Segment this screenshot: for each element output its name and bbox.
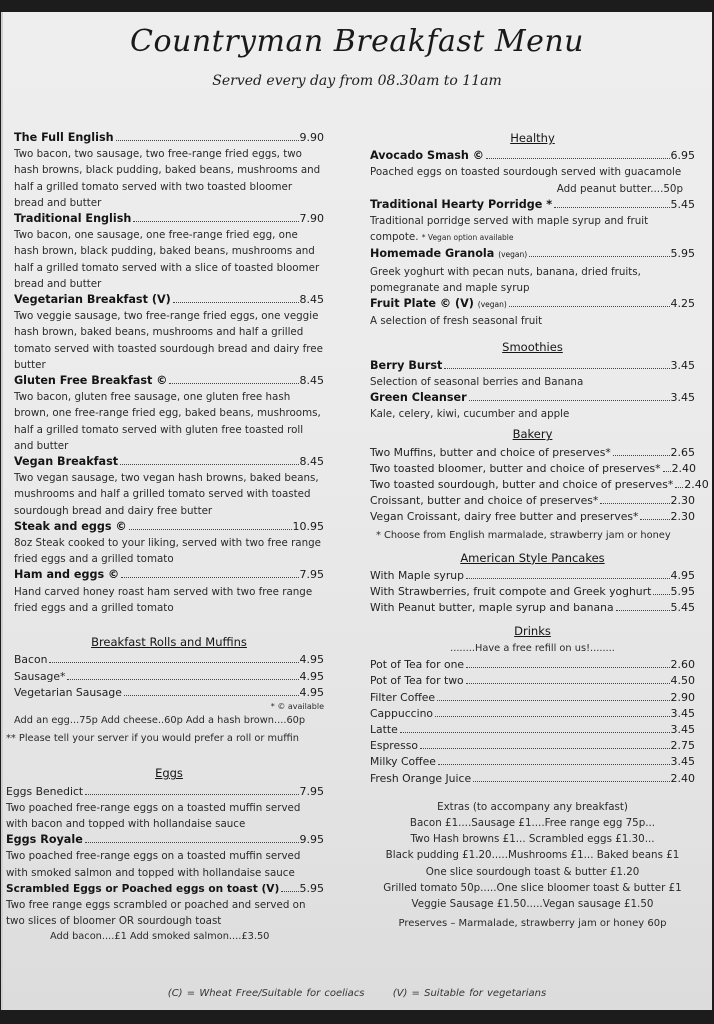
item-price: 5.45 xyxy=(670,601,695,615)
dot-leader xyxy=(435,716,669,717)
item-name: Ham and eggs © xyxy=(14,568,120,582)
section-heading-eggs: Eggs xyxy=(155,766,183,781)
item-price: 2.60 xyxy=(670,658,695,672)
item-extra: Add peanut butter....50p xyxy=(556,182,683,195)
item-price: 6.95 xyxy=(670,149,695,163)
item-price: 5.95 xyxy=(299,881,324,895)
item-price: 5.95 xyxy=(670,247,695,261)
item-price: 9.90 xyxy=(299,131,324,144)
item-name: Fresh Orange Juice xyxy=(370,771,472,785)
vegan-tag: (vegan) xyxy=(477,300,507,310)
breakfast-item xyxy=(14,454,324,519)
dot-leader xyxy=(554,207,669,208)
drink-item xyxy=(370,754,695,770)
item-name: With Strawberries, fruit compote and Greek yoghurt xyxy=(370,585,652,599)
breakfast-item xyxy=(14,519,324,568)
extras-line: Black pudding £1.20.....Mushrooms £1... Baked beans £1 xyxy=(385,849,680,862)
dot-leader xyxy=(509,306,670,307)
item-description: Hand carved honey roast ham served with two free range fried eggs and a grilled tomato xyxy=(14,585,313,614)
extras-line: Two Hash browns £1... Scrambled eggs £1.30... xyxy=(410,833,655,846)
dot-leader xyxy=(129,529,292,530)
healthy-item xyxy=(370,246,695,296)
left-column xyxy=(6,130,324,946)
item-name: Espresso xyxy=(370,739,419,753)
dot-leader xyxy=(420,748,669,749)
dot-leader xyxy=(600,503,669,504)
item-price: 4.25 xyxy=(670,297,695,311)
item-price: 2.40 xyxy=(670,771,695,785)
dot-leader xyxy=(133,221,298,222)
vegetarian-key: (V) = Suitable for vegetarians xyxy=(392,988,547,999)
dot-leader xyxy=(437,700,669,701)
eggs-item xyxy=(6,881,324,930)
item-price: 3.45 xyxy=(670,722,695,736)
item-name: Cappuccino xyxy=(370,706,434,720)
item-price: 7.90 xyxy=(299,212,324,226)
item-name: Croissant, butter and choice of preserves* xyxy=(370,494,599,508)
item-description: 8oz Steak cooked to your liking, served with two free range fried eggs and a grilled tomato xyxy=(14,537,322,566)
bakery-item xyxy=(370,477,709,493)
dot-leader xyxy=(67,679,298,680)
dot-leader xyxy=(466,667,669,668)
item-price: 3.45 xyxy=(670,706,695,720)
drink-item xyxy=(370,673,695,689)
item-description: Two poached free-range eggs on a toasted muffin served with bacon and topped with hollandaise sauce xyxy=(6,801,301,830)
extras-line: One slice sourdough toast & butter £1.20 xyxy=(425,865,640,878)
menu-subtitle: Served every day from 08.30am to 11am xyxy=(212,73,502,89)
item-name: Vegan Croissant, dairy free butter and preserves* xyxy=(370,510,639,524)
roll-item xyxy=(14,685,324,701)
extras-line: Bacon £1....Sausage £1....Free range egg 75p... xyxy=(409,816,656,829)
vegan-option-note: * Vegan option available xyxy=(421,233,514,243)
eggs-item xyxy=(6,832,324,881)
item-price: 2.65 xyxy=(670,445,695,459)
item-description: Selection of seasonal berries and Banana xyxy=(370,375,584,388)
dot-leader xyxy=(169,383,298,384)
vegan-tag: (vegan) xyxy=(498,250,528,260)
item-price: 2.90 xyxy=(670,690,695,704)
item-price: 8.45 xyxy=(299,374,324,388)
bakery-item xyxy=(370,493,695,509)
item-price: 4.95 xyxy=(299,669,324,683)
dot-leader xyxy=(613,455,670,456)
drinks-tagline: ........Have a free refill on us!........ xyxy=(450,642,615,654)
roll-item xyxy=(14,669,324,685)
bakery-item xyxy=(370,445,695,461)
dot-leader xyxy=(120,464,298,465)
item-description: Two free range eggs scrambled or poached and served on two slices of bloomer OR sourdough toast xyxy=(6,898,306,928)
item-name: Milky Coffee xyxy=(370,755,436,769)
drink-item xyxy=(370,771,695,787)
item-name: With Peanut butter, maple syrup and banana xyxy=(370,601,614,615)
dot-leader xyxy=(529,256,669,257)
smoothie-item xyxy=(370,358,695,390)
dot-leader xyxy=(173,302,299,303)
section-heading-bakery: Bakery xyxy=(512,427,553,442)
pancake-item xyxy=(370,584,695,600)
dot-leader xyxy=(49,662,298,663)
dot-leader xyxy=(85,842,299,843)
pancake-item xyxy=(370,600,695,616)
item-name: Berry Burst xyxy=(370,358,443,372)
item-name: Sausage* xyxy=(14,669,66,683)
item-name: Gluten Free Breakfast © xyxy=(14,374,168,388)
item-price: 4.95 xyxy=(670,569,695,583)
dot-leader xyxy=(124,695,299,696)
item-name: The Full English xyxy=(14,131,114,144)
item-name: Avocado Smash © xyxy=(370,149,484,163)
dot-leader xyxy=(281,891,298,892)
item-description: A selection of fresh seasonal fruit xyxy=(370,315,543,328)
item-name: Latte xyxy=(370,722,398,736)
extras-preserves: Preserves – Marmalade, strawberry jam or honey 60p xyxy=(398,918,667,930)
item-name xyxy=(370,296,507,313)
rolls-addons: Add an egg...75p Add cheese..60p Add a hash brown....60p xyxy=(14,714,306,726)
item-price: 2.30 xyxy=(670,510,695,524)
item-name: Filter Coffee xyxy=(370,690,436,704)
dot-leader xyxy=(116,140,299,141)
drink-item xyxy=(370,657,695,673)
item-price: 3.45 xyxy=(670,391,695,405)
dot-leader xyxy=(486,158,670,159)
item-price: 4.50 xyxy=(670,674,695,688)
item-name: Pot of Tea for two xyxy=(370,674,464,688)
item-name: Steak and eggs © xyxy=(14,519,127,533)
section-heading-rolls: Breakfast Rolls and Muffins xyxy=(91,635,247,650)
item-name: Green Cleanser xyxy=(370,391,467,405)
extras-line: Grilled tomato 50p.....One slice bloomer toast & butter £1 xyxy=(383,881,682,894)
footer-key xyxy=(0,988,714,999)
dot-leader xyxy=(400,732,670,733)
item-name: Pot of Tea for one xyxy=(370,658,465,672)
item-price: 4.95 xyxy=(299,653,324,667)
item-description: Two poached free-range eggs on a toasted muffin served with smoked salmon and topped with hollandaise sauce xyxy=(6,850,301,879)
bakery-item xyxy=(370,461,695,477)
item-description: Kale, celery, kiwi, cucumber and apple xyxy=(370,408,570,421)
item-price: 8.45 xyxy=(299,455,324,469)
item-name-text: Homemade Granola xyxy=(370,247,495,261)
item-name xyxy=(370,246,527,263)
item-price: 7.95 xyxy=(299,568,324,582)
dot-leader xyxy=(466,683,670,684)
item-price: 7.95 xyxy=(299,784,324,798)
item-name: Traditional Hearty Porridge * xyxy=(370,197,553,211)
item-price: 5.95 xyxy=(670,585,695,599)
item-name: Two toasted bloomer, butter and choice of preserves* xyxy=(370,461,661,475)
item-description: Two veggie sausage, two free-range fried eggs, one veggie hash brown, baked beans, mushrooms and half a grilled tomato served with toasted sourdough bread and dairy free butter xyxy=(14,310,323,371)
item-name: Eggs Benedict xyxy=(6,784,84,798)
drink-item xyxy=(370,690,695,706)
eggs-item xyxy=(6,784,324,833)
dot-leader xyxy=(675,487,683,488)
item-description: Two bacon, gluten free sausage, one gluten free hash brown, one free-range fried egg, baked beans, mushrooms, half a grilled tomato served with gluten free toasted roll and butter xyxy=(14,391,321,452)
dot-leader xyxy=(444,368,669,369)
section-heading-drinks: Drinks xyxy=(514,623,551,638)
roll-item xyxy=(14,652,324,668)
item-name: Vegan Breakfast xyxy=(14,455,119,469)
dot-leader xyxy=(663,471,671,472)
drink-item xyxy=(370,738,695,754)
drink-item xyxy=(370,722,695,738)
preserves-note: * Choose from English marmalade, strawberry jam or honey xyxy=(376,529,671,541)
gluten-free-available-note: * © available xyxy=(270,701,324,711)
pancake-item xyxy=(370,568,695,584)
extras-line: Veggie Sausage £1.50.....Vegan sausage £1.50 xyxy=(411,897,654,910)
item-price: 10.95 xyxy=(292,519,324,533)
right-column xyxy=(370,130,709,932)
item-price: 5.45 xyxy=(670,197,695,211)
item-price: 4.95 xyxy=(299,685,324,699)
item-name-text: Fruit Plate © (V) xyxy=(370,297,474,311)
section-heading-pancakes: American Style Pancakes xyxy=(460,550,605,565)
section-heading-smoothies: Smoothies xyxy=(502,340,563,355)
item-price: 2.30 xyxy=(670,494,695,508)
item-description: Greek yoghurt with pecan nuts, banana, dried fruits, pomegranate and maple syrup xyxy=(370,265,641,294)
breakfast-item xyxy=(14,373,324,454)
item-name: Eggs Royale xyxy=(6,833,83,847)
item-name: Vegetarian Sausage xyxy=(14,685,122,699)
dot-leader xyxy=(469,400,670,401)
dot-leader xyxy=(121,577,298,578)
item-name: Two Muffins, butter and choice of preserves* xyxy=(370,445,611,459)
rolls-server-note: ** Please tell your server if you would prefer a roll or muffin xyxy=(6,733,299,745)
item-description: Two vegan sausage, two vegan hash browns, baked beans, mushrooms and half a grilled tomato served with toasted sourdough bread and dairy free butter xyxy=(14,472,319,517)
item-price: 2.40 xyxy=(684,478,709,492)
bakery-item xyxy=(370,509,695,525)
item-price: 3.45 xyxy=(670,358,695,372)
healthy-item xyxy=(370,148,695,197)
dot-leader xyxy=(473,781,669,782)
item-price: 2.75 xyxy=(670,739,695,753)
item-price: 3.45 xyxy=(670,755,695,769)
item-price: 8.45 xyxy=(299,293,324,307)
section-heading-healthy: Healthy xyxy=(510,131,555,145)
dot-leader xyxy=(85,794,298,795)
item-name: With Maple syrup xyxy=(370,569,464,583)
item-description: Two bacon, one sausage, one free-range fried egg, one hash brown, black pudding, baked beans, mushrooms and half a grilled tomato served with a slice of toasted bloomer bread and butter xyxy=(14,229,320,290)
dot-leader xyxy=(616,610,670,611)
item-name: Vegetarian Breakfast (V) xyxy=(14,293,171,307)
healthy-item xyxy=(370,296,695,329)
item-name: Two toasted sourdough, butter and choice of preserves* xyxy=(370,478,674,492)
item-description: Traditional porridge served with maple syrup and fruit compote. xyxy=(370,215,649,244)
dot-leader xyxy=(438,764,670,765)
coeliac-key: (C) = Wheat Free/Suitable for coeliacs xyxy=(167,988,365,999)
drink-item xyxy=(370,706,695,722)
item-name: Traditional English xyxy=(14,212,132,226)
menu-title: Countryman Breakfast Menu xyxy=(130,24,584,59)
breakfast-item xyxy=(14,130,324,211)
healthy-item xyxy=(370,197,695,247)
eggs-addons: Add bacon....£1 Add smoked salmon....£3.50 xyxy=(50,931,270,943)
item-price: 9.95 xyxy=(299,833,324,847)
smoothie-item xyxy=(370,390,695,422)
breakfast-item xyxy=(14,211,324,292)
item-description: Poached eggs on toasted sourdough served with guacamole xyxy=(370,166,682,179)
dot-leader xyxy=(466,578,670,579)
item-name: Scrambled Eggs or Poached eggs on toast (V) xyxy=(6,882,280,895)
breakfast-item xyxy=(14,567,324,616)
item-name: Bacon xyxy=(14,653,48,667)
dot-leader xyxy=(640,519,669,520)
breakfast-item xyxy=(14,292,324,373)
item-price: 2.40 xyxy=(671,461,697,475)
extras-heading: Extras (to accompany any breakfast) xyxy=(437,800,628,813)
item-description: Two bacon, two sausage, two free-range fried eggs, two hash browns, black pudding, baked beans, mushrooms and half a grilled tomato served with two toasted bloomer bread and butter xyxy=(14,148,321,209)
dot-leader xyxy=(653,594,669,595)
